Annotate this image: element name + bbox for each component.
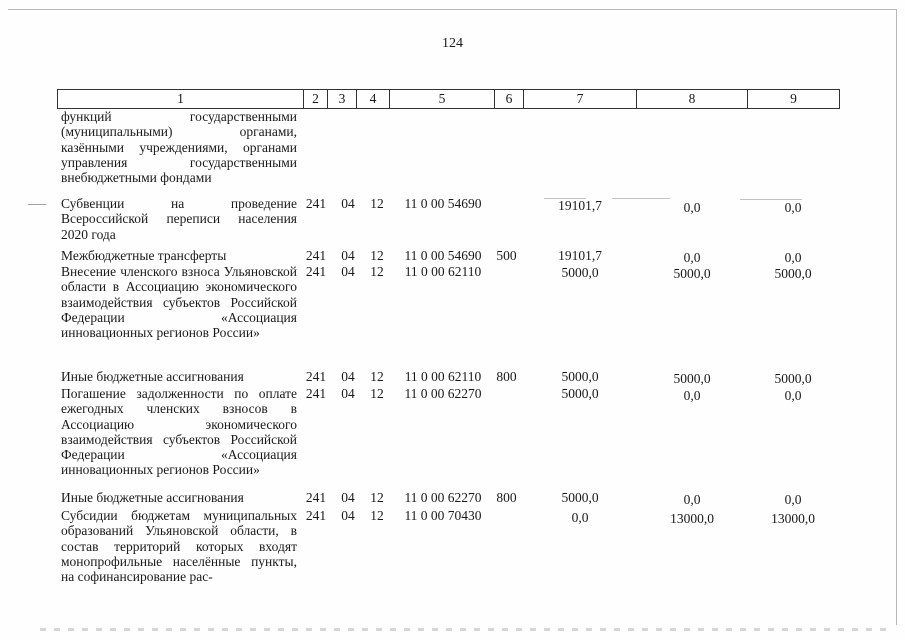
cell-subsection: 12	[370, 508, 384, 523]
row-description: Погашение задолженности по оплате ежегодных членских взносов в Ассоциацию экономического взаимодействия субъектов Российской Федерации «Ассоциация инновационных регионов России»	[61, 386, 297, 478]
cell-section: 04	[341, 248, 355, 263]
scan-artifact-line	[612, 198, 670, 199]
header-col-1: 1	[177, 91, 184, 106]
cell-amount-col8: 5000,0	[673, 266, 711, 281]
cell-expense-type: 800	[496, 490, 517, 505]
cell-amount-col7: 5000,0	[561, 265, 599, 280]
cell-amount-col7: 5000,0	[561, 369, 599, 384]
row-description: Внесение членского взноса Ульяновской области в Ассоциацию экономического взаимодействия субъектов Российской Федерации «Ассоциация инновационных регионов России»	[61, 264, 297, 341]
cell-subsection: 12	[370, 490, 384, 505]
page-number: 124	[442, 36, 463, 51]
cell-amount-col7: 5000,0	[561, 490, 599, 505]
cell-target-article: 11 0 00 62110	[404, 264, 482, 279]
cell-amount-col8: 13000,0	[670, 511, 714, 526]
cell-subsection: 12	[370, 248, 384, 263]
cell-amount-col9: 5000,0	[774, 266, 812, 281]
cell-amount-col7: 19101,7	[558, 198, 602, 213]
cell-subsection: 12	[370, 196, 384, 211]
cell-subsection: 12	[370, 369, 384, 384]
header-col-3: 3	[327, 90, 356, 108]
cell-admin-code: 241	[305, 508, 327, 523]
cell-amount-col9: 13000,0	[771, 511, 815, 526]
cell-subsection: 12	[370, 264, 384, 279]
header-col-4: 4	[356, 90, 389, 108]
cell-amount-col7: 5000,0	[561, 386, 599, 401]
cell-admin-code: 241	[305, 264, 327, 279]
cell-section: 04	[341, 386, 355, 401]
cell-target-article: 11 0 00 70430	[404, 508, 482, 523]
header-col-7: 7	[523, 90, 636, 108]
scan-artifact-line	[544, 198, 586, 199]
header-col-5: 5	[389, 90, 494, 108]
header-col-6: 6	[494, 90, 523, 108]
row-description: Иные бюджетные ассигнования	[61, 490, 244, 505]
scan-artifact-noise	[40, 628, 890, 631]
cell-amount-col9: 0,0	[784, 200, 802, 215]
cell-section: 04	[341, 490, 355, 505]
cell-amount-col8: 0,0	[683, 200, 701, 215]
cell-section: 04	[341, 196, 355, 211]
cell-amount-col9: 5000,0	[774, 371, 812, 386]
cell-expense-type: 800	[496, 369, 517, 384]
cell-admin-code: 241	[305, 386, 327, 401]
row-description: Иные бюджетные ассигнования	[61, 369, 244, 384]
cell-section: 04	[341, 369, 355, 384]
row-description: Субвенции на проведение Всероссийской переписи населения 2020 года	[61, 196, 297, 242]
scan-artifact-line	[740, 199, 802, 200]
cell-subsection: 12	[370, 386, 384, 401]
cell-amount-col7: 19101,7	[558, 248, 602, 263]
cell-target-article: 11 0 00 54690	[404, 196, 482, 211]
cell-amount-col8: 0,0	[683, 250, 701, 265]
cell-admin-code: 241	[305, 196, 327, 211]
header-col-9: 9	[747, 90, 839, 108]
scan-artifact-line	[28, 204, 46, 205]
cell-target-article: 11 0 00 62110	[404, 369, 482, 384]
cell-amount-col8: 0,0	[683, 492, 701, 507]
cell-expense-type: 500	[496, 248, 517, 263]
cell-amount-col9: 0,0	[784, 388, 802, 403]
row-description: функций государственными (муниципальными) органами, казёнными учреждениями, органами управления государственными внебюджетными фондами	[61, 109, 297, 186]
cell-target-article: 11 0 00 62270	[404, 490, 482, 505]
row-description: Межбюджетные трансферты	[61, 248, 227, 263]
header-col-8: 8	[636, 90, 747, 108]
cell-amount-col9: 0,0	[784, 492, 802, 507]
cell-amount-col8: 5000,0	[673, 371, 711, 386]
cell-target-article: 11 0 00 62270	[404, 386, 482, 401]
cell-amount-col8: 0,0	[683, 388, 701, 403]
cell-section: 04	[341, 264, 355, 279]
cell-admin-code: 241	[305, 369, 327, 384]
row-description: Субсидии бюджетам муниципальных образований Ульяновской области, в состав территорий которых входят монопрофильные населённые пункты, на софинансирование рас-	[61, 508, 297, 585]
cell-section: 04	[341, 508, 355, 523]
cell-amount-col9: 0,0	[784, 250, 802, 265]
cell-target-article: 11 0 00 54690	[404, 248, 482, 263]
header-col-2: 2	[303, 90, 327, 108]
cell-admin-code: 241	[305, 490, 327, 505]
cell-amount-col7: 0,0	[571, 510, 589, 525]
cell-admin-code: 241	[305, 248, 327, 263]
